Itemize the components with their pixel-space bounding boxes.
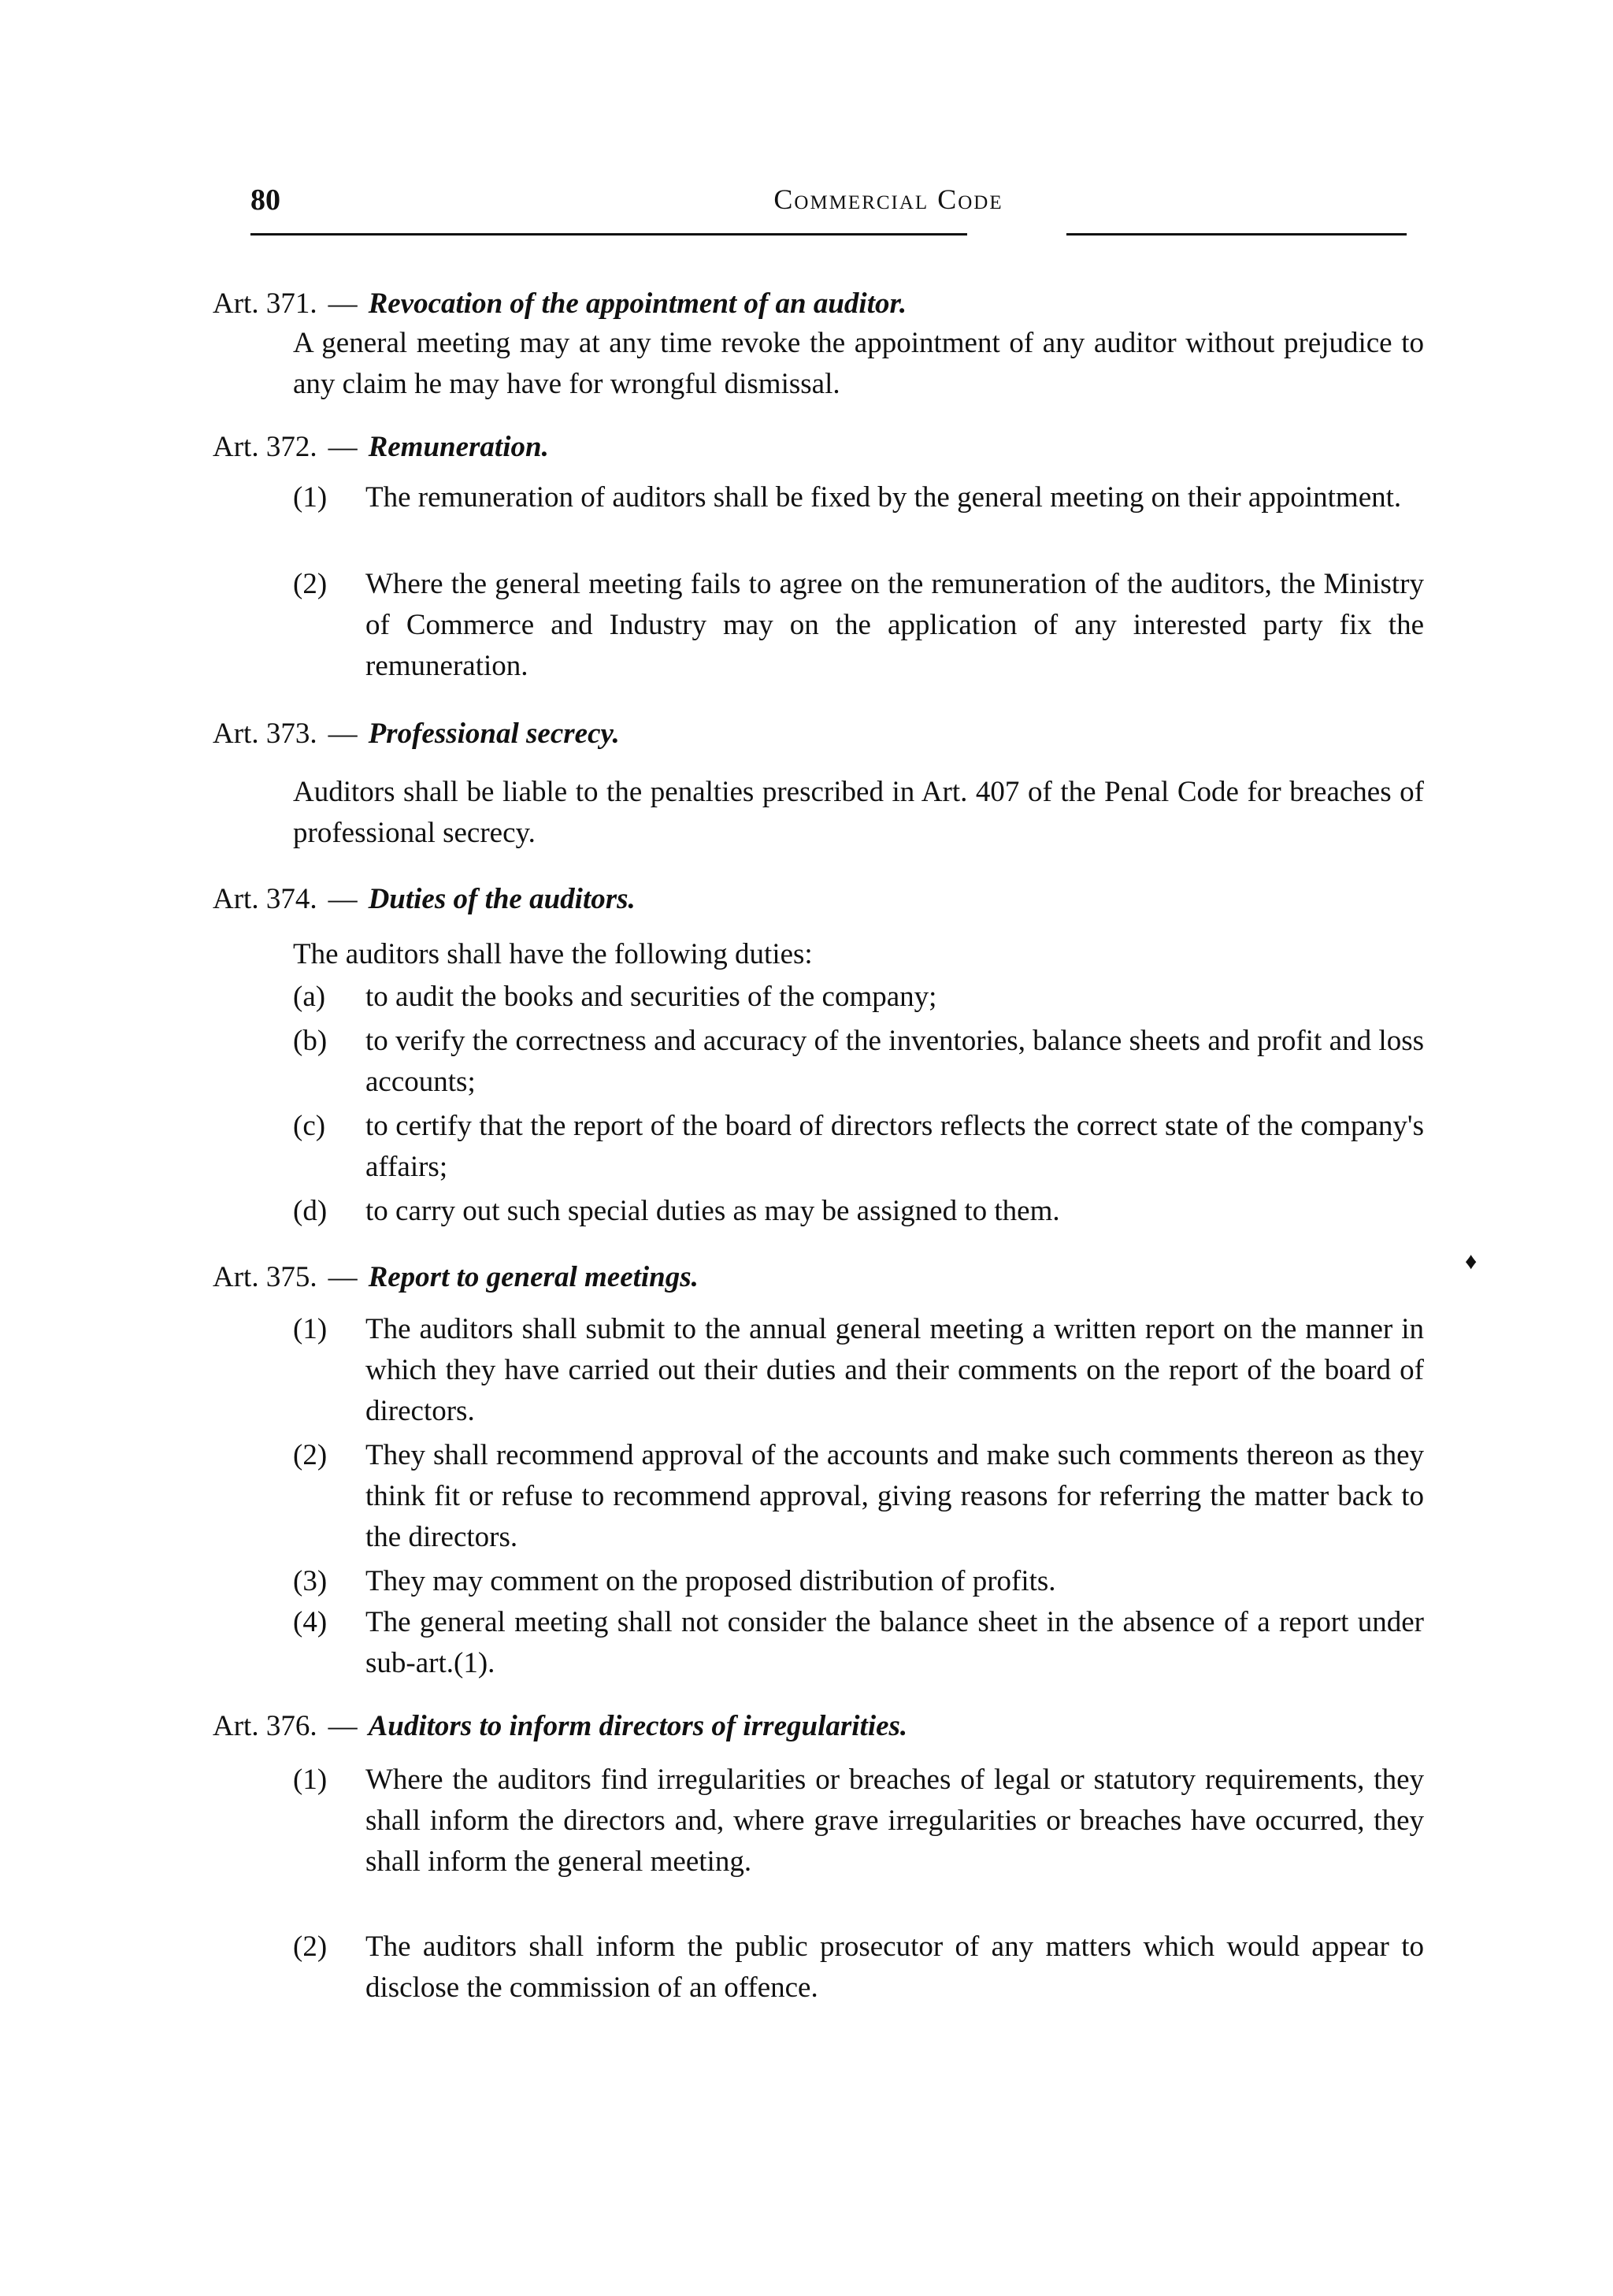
margin-mark: ♦	[1465, 1248, 1478, 1274]
article-heading	[213, 430, 549, 464]
article-number: Art. 373.	[213, 718, 317, 750]
article-title: Remuneration.	[368, 431, 549, 463]
article-heading	[213, 1709, 907, 1743]
item-text: to certify that the report of the board of directors reflects the correct state of the company's affairs;	[365, 1110, 1424, 1183]
item-text: They shall recommend approval of the accounts and make such comments thereon as they think fit or refuse to recommend approval, giving reasons for referring the matter back to the directors.	[365, 1439, 1424, 1553]
article-title: Report to general meetings.	[368, 1261, 699, 1293]
item-label: (2)	[293, 568, 328, 600]
article-heading	[213, 287, 907, 321]
item-label: (b)	[293, 1025, 328, 1057]
article-number: Art. 375.	[213, 1261, 317, 1293]
item-text: The auditors shall inform the public prosecutor of any matters which would appear to disclose the commission of an offence.	[365, 1931, 1424, 2004]
article-dash: —	[328, 718, 358, 750]
item-text: to carry out such special duties as may be assigned to them.	[365, 1195, 1060, 1227]
item-label: (c)	[293, 1110, 326, 1142]
article-title: Professional secrecy.	[368, 718, 620, 750]
article-body: Auditors shall be liable to the penalties prescribed in Art. 407 of the Penal Code for breaches of professional secrecy.	[293, 776, 1424, 849]
item-text: The general meeting shall not consider the balance sheet in the absence of a report under sub-art.(1).	[365, 1606, 1424, 1679]
article-dash: —	[328, 431, 358, 463]
article-dash: —	[328, 1261, 358, 1293]
article-title: Revocation of the appointment of an auditor.	[368, 287, 907, 320]
item-text: The remuneration of auditors shall be fixed by the general meeting on their appointment.	[365, 481, 1402, 514]
page-number: 80	[250, 184, 280, 217]
item-label: (3)	[293, 1565, 328, 1597]
article-dash: —	[328, 287, 358, 320]
item-text: The auditors shall submit to the annual general meeting a written report on the manner in which they have carried out their duties and their comments on the report of the board of directors.	[365, 1313, 1424, 1427]
item-label: (a)	[293, 981, 326, 1013]
article-dash: —	[328, 883, 358, 915]
article-heading	[213, 717, 620, 751]
article-heading	[213, 1260, 699, 1294]
article-heading	[213, 882, 636, 916]
item-label: (1)	[293, 1313, 328, 1345]
item-label: (1)	[293, 481, 328, 514]
item-label: (1)	[293, 1764, 328, 1796]
page-header	[250, 183, 1432, 238]
article-number: Art. 372.	[213, 431, 317, 463]
item-text: They may comment on the proposed distribution of profits.	[365, 1565, 1056, 1597]
item-label: (2)	[293, 1931, 328, 1963]
article-number: Art. 374.	[213, 883, 317, 915]
item-label: (2)	[293, 1439, 328, 1471]
header-rule-left	[250, 233, 967, 236]
item-label: (4)	[293, 1606, 328, 1638]
header-rule-right	[1066, 233, 1407, 236]
article-dash: —	[328, 1710, 358, 1742]
item-label: (d)	[293, 1195, 328, 1227]
article-number: Art. 376.	[213, 1710, 317, 1742]
article-intro: The auditors shall have the following duties:	[293, 938, 813, 970]
article-body: A general meeting may at any time revoke the appointment of any auditor without prejudice to any claim he may have for wrongful dismissal.	[293, 327, 1424, 400]
article-title: Duties of the auditors.	[368, 883, 636, 915]
item-text: Where the auditors find irregularities or breaches of legal or statutory requirements, they shall inform the directors and, where grave irregularities or breaches have occurred, they shall inform the general meeting.	[365, 1764, 1424, 1878]
item-text: Where the general meeting fails to agree on the remuneration of the auditors, the Ministry of Commerce and Industry may on the application of any interested party fix the remuneration.	[365, 568, 1424, 682]
article-title: Auditors to inform directors of irregularities.	[368, 1710, 908, 1742]
article-number: Art. 371.	[213, 287, 317, 320]
item-text: to verify the correctness and accuracy of the inventories, balance sheets and profit and loss accounts;	[365, 1025, 1424, 1098]
running-title: Commercial Code	[773, 184, 1003, 215]
item-text: to audit the books and securities of the company;	[365, 981, 937, 1013]
